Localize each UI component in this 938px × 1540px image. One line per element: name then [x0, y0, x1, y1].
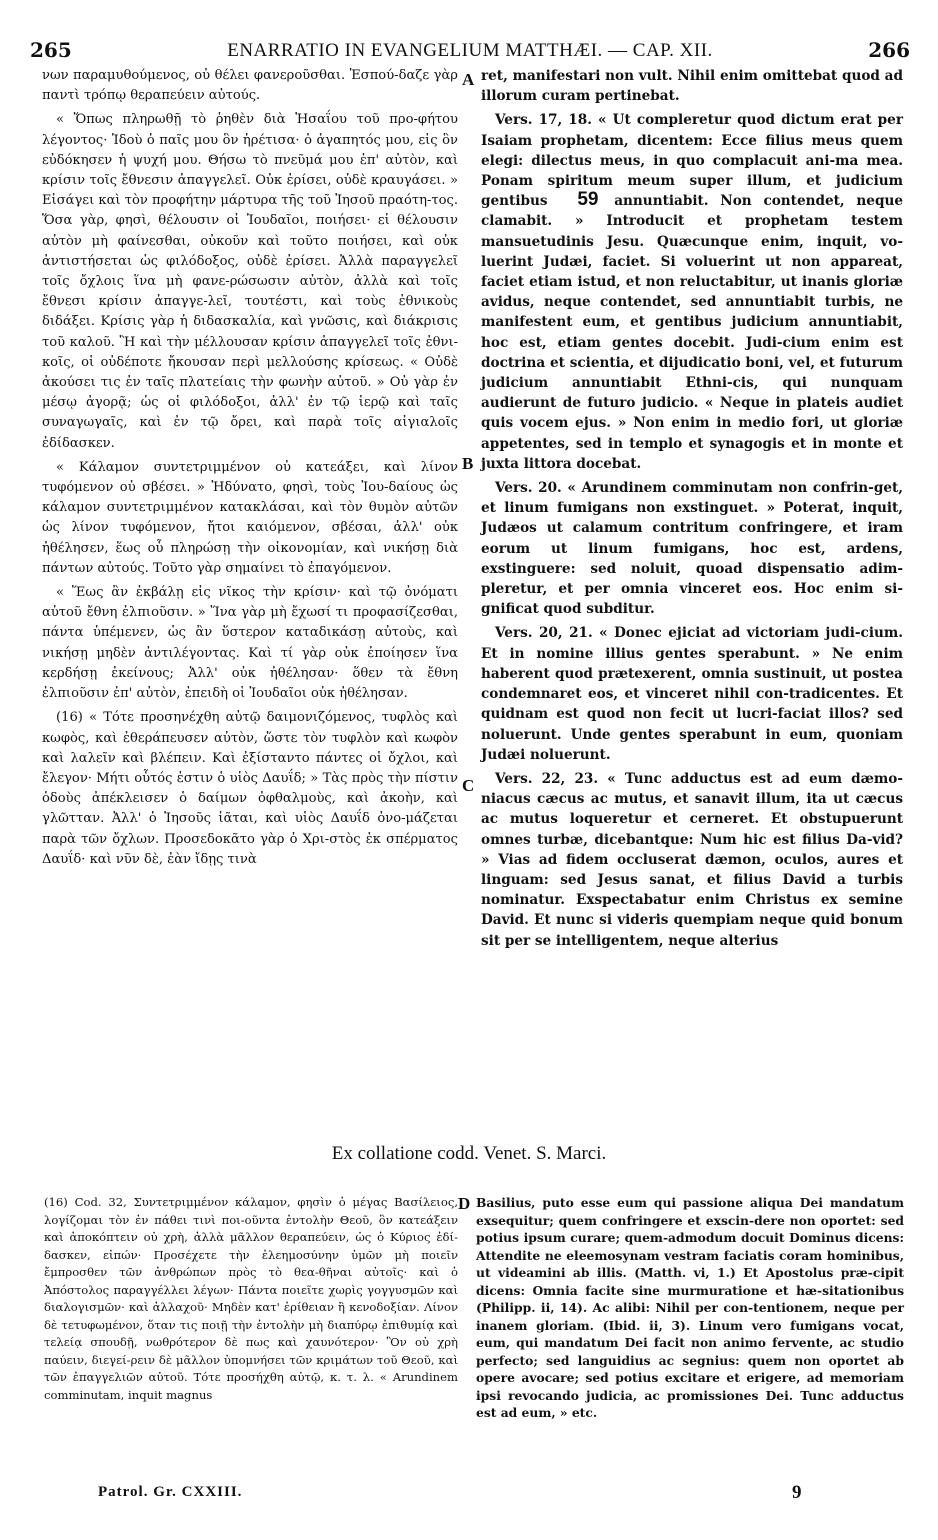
section-heading: Ex collatione codd. Venet. S. Marci.	[331, 1143, 607, 1164]
greek-column-bottom	[44, 1194, 458, 1404]
margin-letter-b: B	[462, 454, 474, 473]
footer-patrologia-volume: Patrol. Gr. CXXIII.	[98, 1484, 243, 1500]
running-title: ENARRATIO IN EVANGELIUM MATTHÆI. — CAP. XII.	[227, 40, 713, 61]
margin-letter-c: C	[462, 776, 475, 795]
running-header	[30, 38, 910, 66]
margin-letter-d: D	[458, 1194, 471, 1213]
latin-paragraph: Vers. 20. « Arundinem comminutam non confrin-get, et linum fumigans non exstinguet. » Poterat, inquit, Judæos ut calamum contritum confringere, et iram eorum ut linum fumigans, hoc est, ardens, exstinguere: sed noluit, quoad dispensatio adim-pleretur, et per omnia vinceret eos. Hoc enim si-gnificat quod subditur.	[481, 480, 903, 618]
latin-paragraph: Vers. 20, 21. « Donec ejiciat ad victoriam judi-cium. Et in nomine illius gentes sperabunt. » Ne enim haberent quod prætexerent, omnia sustinuit, ut postea condemnaret eos, et vinceret nihil con-tradicentes. Et quidnam est quod non fecit ut lucri-faciat illos? sed noluerunt. Unde gentes sperabunt in eum, quoniam Judæi noluerunt.	[481, 625, 903, 763]
latin-paragraph: Vers. 22, 23. « Tunc adductus est ad eum dæmo-niacus cæcus ac mutus, et sanavit illum, ita ut cæcus ac mutus loqueretur et cerneret. Et obstupuerunt omnes turbæ, dicebantque: Num hic est filius Da-vid? » Vias ad fidem occluserat dæmon, oculos, aures et linguam: sed Jesus sanat, et filius David a turbis nominatur. Exspectabatur enim Christus ex semine David. Et nunc si videris quempiam neque quid bonum sit per se intelligentem, neque alterius	[481, 770, 903, 949]
greek-column-top	[42, 66, 458, 874]
latin-paragraph: ret, manifestari non vult. Nihil enim omittebat quod ad illorum curam pertinebat.	[481, 68, 903, 105]
latin-paragraph	[481, 110, 903, 474]
greek-paragraph: « Κάλαμον συντετριμμένον οὐ κατεάξει, καὶ λίνον τυφόμενον οὐ σβέσει. » Ἠδύνατο, φησὶ, τοὺς Ἰου-δαίους ὡς κάλαμον συντετριμμένον κατακλάσαι, καὶ τὸν θυμὸν αὐτῶν ὡς λίνον τυφόμενον, ἤτοι καιόμενον, σβέσαι, ἀλλ' οὐκ ἠθέλησεν, ἕως οὗ πληρώσῃ τὴν οἰκονομίαν, καὶ νικήσῃ διὰ πάντων αὐτούς. Τοῦτο γὰρ σημαίνει τὸ ἐπαγόμενον.	[42, 459, 458, 576]
latin-column-top	[481, 66, 903, 955]
latin-column-bottom	[476, 1194, 904, 1422]
latin-note: Basilius, puto esse eum qui passione aliqua Dei mandatum exsequitur; quem confringere et exscin-dere non oportet: sed potius ipsum curare; quem-admodum docuit Dominus dicens: Attendite ne eleemosynam vestram faciatis coram hominibus, ut videamini ab illis. (Matth. vi, 1.) Et Apostolus præ-cipit dicens: Omnia facite sine murmurationе et hæ-sitationibus (Philipp. ii, 14). Ac alibi: Nihil per con-tentionem, neque per inanem gloriam. (Ibid. ii, 3). Linum vero fumigans vocat, eum, qui mandatum Dei facit non animo fervente, ac studio perfecto; sed languidius ac segnius: quem non oportet ab opere avocare; sed potius excitare et erigere, ad memoriam ipsi revocando judicia, ac promissiones Dei. Tunc adductus est ad eum, » etc.	[476, 1195, 904, 1420]
footer-signature-number: 9	[792, 1482, 802, 1503]
greek-paragraph: « Ἕως ἂν ἐκβάλῃ εἰς νῖκος τὴν κρίσιν· καὶ τῷ ὀνόματι αὐτοῦ ἔθνη ἐλπιοῦσιν. » Ἵνα γὰρ μὴ ἔχωσί τι προφασίζεσθαι, πάντα ὑπέμενεν, ὡς ἂν ὕστερον καταδικάσῃ αὐτοὺς, καὶ νικήσῃ μηδὲν ἀντιλέγοντας. Καὶ τί γὰρ οὐκ ἐποίησεν ἵνα κερδήσῃ ἐκείνους; Ἀλλ' οὐκ ἠθέλησαν· ὅθεν τὰ ἔθνη ἐλπιοῦσιν ἐπ' αὐτὸν, ἐπειδὴ οἱ Ἰουδαῖοι οὐκ ἠθέλησαν.	[42, 585, 458, 702]
latin-paragraph-part: annuntiabit. Non contendet, neque clamabit. » Introducit et prophetam testem mansuetudinis Jesu. Quæcunque enim, inquit, vo-luerint Judæi, faciet. Si voluerint ut non appareat, faciet etiam istud, et non reluctabitur, ut inanis gloriæ avidus, neque contendet, sed annuntiabit turbis, ne manifestent eum, et gentibus judicium annuntiabit, hoc est, etiam gentes docebit. Judi-cium enim est doctrina et scientia, et dijudicatio boni, vel, et futurum judicium annuntiabit Ethni-cis, qui nunquam audierunt de futuro judicio. « Neque in plateis audiet quis vocem ejus. » Non enim in medio fori, ut gloriæ appetentes, sed in templo et synagogis et in monte et juxta littora docebat.	[481, 193, 903, 472]
page-number-left: 265	[30, 38, 72, 62]
greek-paragraph: (16) « Τότε προσηνέχθη αὐτῷ δαιμονιζόμενος, τυφλὸς καὶ κωφὸς, καὶ ἐθεράπευσεν αὐτὸν, ὥστε τὸν τυφλὸν καὶ κωφὸν καὶ λαλεῖν καὶ βλέπειν. Καὶ ἐξίσταντο πάντες οἱ ὄχλοι, καὶ ἔλεγον· Μήτι οὗτός ἐστιν ὁ υἱὸς Δαυΐδ; » Τὰς πρὸς τὴν πίστιν ὁδοὺς ἀπέκλεισεν ὁ δαίμων ὀφθαλμοὺς, καὶ ἀκοὴν, καὶ γλῶτταν. Ἀλλ' ὁ Ἰησοῦς ἰᾶται, καὶ υἱὸς Δαυΐδ ὀνο-μάζεται παρὰ τῶν ὄχλων. Προσεδοκᾶτο γὰρ ὁ Χρι-στὸς ἐκ σπέρματος Δαυΐδ· καὶ νῦν δὲ, ἐὰν ἴδῃς τινὰ	[42, 710, 458, 867]
greek-paragraph: νων παραμυθούμενος, οὐ θέλει φανεροῦσθαι. Ἐσπού-δαζε γὰρ παντὶ τρόπῳ θεραπεύειν αὐτούς.	[42, 68, 458, 104]
latin-paragraph-part: Vers. 17, 18. « Ut compleretur quod dictum erat per Isaiam prophetam, dicentem: Ecce filius meus quem elegi: dilectus meus, in quo complacuit ani-ma mea. Ponam spiritum meum super illum, et judicium gentibus	[481, 112, 903, 210]
greek-paragraph: « Ὅπως πληρωθῇ τὸ ῥηθὲν διὰ Ἡσαΐου τοῦ προ-φήτου λέγοντος· Ἰδοὺ ὁ παῖς μου ὃν ἡρέτισα· ὁ ἀγαπητός μου, εἰς ὃν εὐδόκησεν ἡ ψυχή μου. Θήσω τὸ πνεῦμά μου ἐπ' αὐτὸν, καὶ κρίσιν τοῖς ἔθνεσιν ἀπαγγελεῖ. Οὐκ ἐρίσει, οὐδὲ κραυγάσει. » Εἰσάγει καὶ τὸν προφήτην μάρτυρα τῆς τοῦ Ἰησοῦ πραότη-τος. Ὅσα γὰρ, φησὶ, θέλουσιν οἱ Ἰουδαῖοι, ποιήσει· εἰ θέλουσιν αὐτὸν μὴ φαίνεσθαι, οὐκοῦν καὶ τοῦτο ποιήσει, καὶ οὐκ ἀντιστήσεται ὡς φιλόδοξος, οὐδὲ ἐρίσει. Ἀλλὰ παραγγελεῖ τοῖς ὄχλοις ἵνα μὴ φανε-ρώσωσιν αὐτὸν, ἀλλὰ καὶ τοῖς ἔθνεσι κρίσιν ἀπαγγε-λεῖ, τουτέστι, καὶ τοὺς ἐθνικοὺς διδάξει. Κρίσις γὰρ ἡ διδασκαλία, καὶ γνῶσις, καὶ διάκρισις τοῦ καλοῦ. Ἢ καὶ τὴν μέλλουσαν κρίσιν ἀπαγγελεῖ τοῖς ἐθνι-κοῖς, οἱ οὐδέποτε ἤκουσαν περὶ μελλούσης κρίσεως. « Οὐδὲ ἀκούσει τις ἐν ταῖς πλατείαις τὴν φωνὴν αὐτοῦ. » Οὐ γὰρ ἐν μέσῳ ἀγορᾷ; ὡς οἱ φιλόδοξοι, ἀλλ' ἐν τῷ ἱερῷ καὶ ταῖς συναγωγαῖς, καὶ ἐν τῷ ὄρει, καὶ παρὰ τοῖς αἰγιαλοῖς ἐδίδασκεν.	[42, 112, 458, 451]
column-number-badge: 59	[577, 189, 599, 211]
greek-note: (16) Cod. 32, Συντετριμμένον κάλαμον, φησὶν ὁ μέγας Βασίλειος, λογίζομαι τὸν ἐν πάθει τινὶ ποι-οῦντα ἐντολὴν Θεοῦ, ὃν κατεάξειν καὶ ἀποκόπτειν οὐ χρὴ, ἀλλὰ μᾶλλον θεραπεύειν, ὡς ὁ Κύριος ἐδί-δασκεν, εἰπών· Προσέχετε τὴν ἐλεημοσύνην ὑμῶν μὴ ποιεῖν ἔμπροσθεν τῶν ἀνθρώπων πρὸς τὸ θεα-θῆναι αὐτοῖς· καὶ ὁ Ἀπόστολος παραγγέλλει λέγων· Πάντα ποιεῖτε χωρὶς γογγυσμῶν καὶ διαλογισμῶν· καὶ ἀλλαχοῦ· Μηδὲν κατ' ἐρίθειαν ἢ κενοδοξίαν. Λίνον δὲ τετυφωμένον, ὅταν τις ποιῇ τὴν ἐντολὴν μὴ διαπύρῳ ἐπιθυμίᾳ καὶ τελείᾳ σπουδῇ, νωθρότερον δὲ πως καὶ χαυνότερον· Ὃν οὐ χρὴ παύειν, διεγεί-ρειν δὲ μᾶλλον ὑπομνήσει τῶν κριμάτων τοῦ Θεοῦ, καὶ τῶν ἐπαγγελιῶν αὐτοῦ. Τότε προσήχθη αὐτῷ, κ. τ. λ. « Arundinem comminutam, inquit magnus	[44, 1195, 458, 1402]
margin-letter-a: A	[462, 70, 475, 89]
page-number-right: 266	[868, 38, 910, 62]
